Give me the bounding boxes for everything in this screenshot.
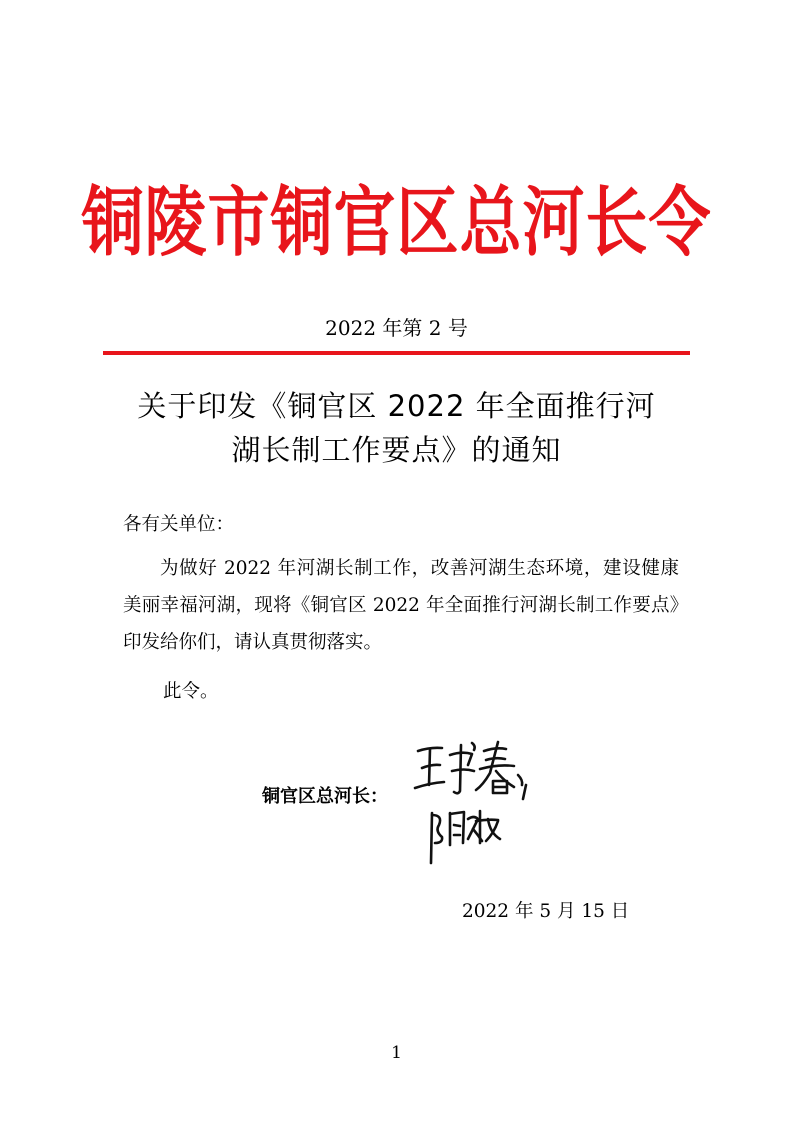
masthead-title: 铜陵市铜官区总河长令 bbox=[81, 177, 712, 267]
salutation: 各有关单位： bbox=[123, 514, 235, 535]
page-number: 1 bbox=[391, 1043, 402, 1063]
notice-title bbox=[100, 384, 693, 472]
notice-title-line-2: 湖长制工作要点》的通知 bbox=[231, 433, 562, 467]
signer-label: 铜官区总河长： bbox=[262, 786, 388, 807]
red-divider bbox=[103, 351, 690, 355]
closing-phrase: 此令。 bbox=[163, 681, 219, 702]
handwritten-signature bbox=[410, 735, 540, 870]
document-number: 2022 年第 2 号 bbox=[325, 316, 468, 340]
issue-date: 2022 年 5 月 15 日 bbox=[462, 901, 630, 922]
notice-title-line-1: 关于印发《铜官区 2022 年全面推行河 bbox=[137, 389, 656, 423]
body-paragraph: 为做好 2022 年河湖长制工作，改善河湖生态环境，建设健康美丽幸福河湖，现将《铜官区 2022 年全面推行河湖长制工作要点》印发给你们，请认真贯彻落实。 bbox=[123, 558, 679, 653]
